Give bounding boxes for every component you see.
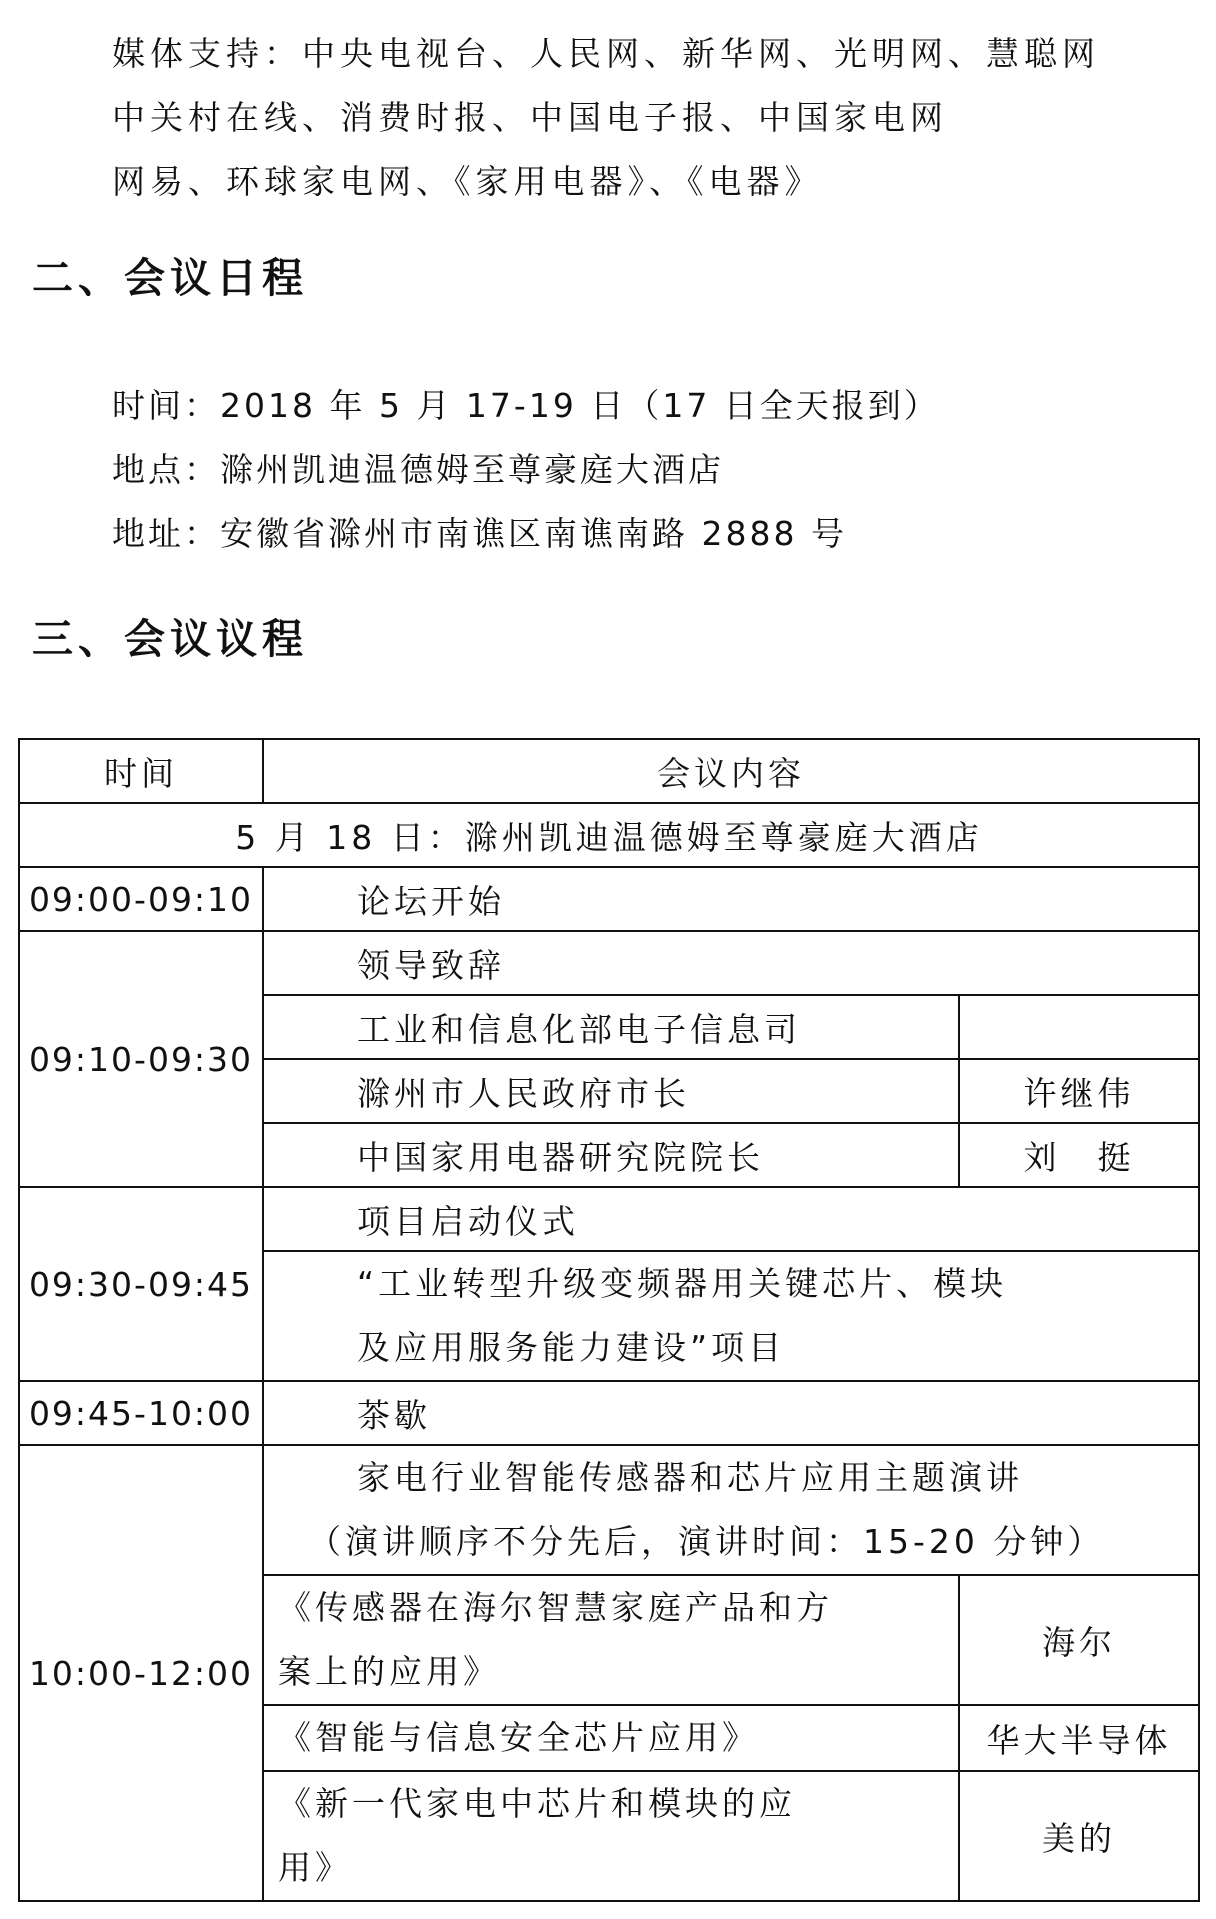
section2-heading: 二、会议日程	[32, 254, 308, 302]
talk-title-line: 《新一代家电中芯片和模块的应	[278, 1784, 796, 1823]
table-row	[19, 931, 1199, 995]
table-row	[19, 1381, 1199, 1445]
agenda-table	[18, 738, 1200, 1902]
media-line-1: 媒体支持：中央电视台、人民网、新华网、光明网、慧聪网	[112, 34, 1100, 73]
agenda-item-line: 及应用服务能力建设”项目	[357, 1328, 786, 1367]
talk-title-line: 案上的应用》	[278, 1652, 500, 1691]
agenda-item: 领导致辞	[263, 931, 1199, 995]
agenda-item: 中国家用电器研究院院长	[263, 1123, 959, 1187]
schedule-address: 地址：安徽省滁州市南谯区南谯南路 2888 号	[112, 514, 847, 553]
speaker-cell: 许继伟	[959, 1059, 1199, 1123]
talk-title-line: 用》	[278, 1848, 352, 1887]
speaker-cell: 刘 挺	[959, 1123, 1199, 1187]
schedule-info	[112, 374, 940, 566]
table-row	[19, 867, 1199, 931]
schedule-time: 时间：2018 年 5 月 17-19 日（17 日全天报到）	[112, 386, 940, 425]
time-cell: 09:00-09:10	[19, 867, 263, 931]
agenda-item	[263, 1445, 1199, 1575]
talk-title	[263, 1575, 959, 1705]
time-cell: 09:10-09:30	[19, 931, 263, 1187]
talk-title: 《智能与信息安全芯片应用》	[263, 1705, 959, 1771]
agenda-item-line: 家电行业智能传感器和芯片应用主题演讲	[357, 1458, 1023, 1497]
talk-title-line: 《传感器在海尔智慧家庭产品和方	[278, 1588, 833, 1627]
agenda-item-line: “工业转型升级变频器用关键芯片、模块	[357, 1264, 1008, 1303]
speaker-cell: 海尔	[959, 1575, 1199, 1705]
header-content: 会议内容	[263, 739, 1199, 803]
agenda-item: 滁州市人民政府市长	[263, 1059, 959, 1123]
speaker-cell: 华大半导体	[959, 1705, 1199, 1771]
agenda-item: 工业和信息化部电子信息司	[263, 995, 959, 1059]
media-line-3: 网易、环球家电网、《家用电器》、《电器》	[112, 162, 823, 201]
agenda-item	[263, 1251, 1199, 1381]
time-cell: 09:30-09:45	[19, 1187, 263, 1381]
talk-title	[263, 1771, 959, 1901]
speaker-cell: 美的	[959, 1771, 1199, 1901]
schedule-venue: 地点：滁州凯迪温德姆至尊豪庭大酒店	[112, 450, 724, 489]
table-row	[19, 1187, 1199, 1251]
time-cell: 10:00-12:00	[19, 1445, 263, 1901]
section3-heading: 三、会议议程	[32, 615, 308, 663]
agenda-item: 项目启动仪式	[263, 1187, 1199, 1251]
table-header-row	[19, 739, 1199, 803]
agenda-item-line: （演讲顺序不分先后，演讲时间：15-20 分钟）	[308, 1522, 1105, 1561]
agenda-item: 论坛开始	[263, 867, 1199, 931]
agenda-item: 茶歇	[263, 1381, 1199, 1445]
header-time: 时间	[19, 739, 263, 803]
table-row	[19, 1445, 1199, 1575]
day-banner: 5 月 18 日：滁州凯迪温德姆至尊豪庭大酒店	[19, 803, 1199, 867]
media-support	[112, 22, 1100, 214]
speaker-cell	[959, 995, 1199, 1059]
time-cell: 09:45-10:00	[19, 1381, 263, 1445]
media-line-2: 中关村在线、消费时报、中国电子报、中国家电网	[112, 98, 948, 137]
day-banner-row	[19, 803, 1199, 867]
